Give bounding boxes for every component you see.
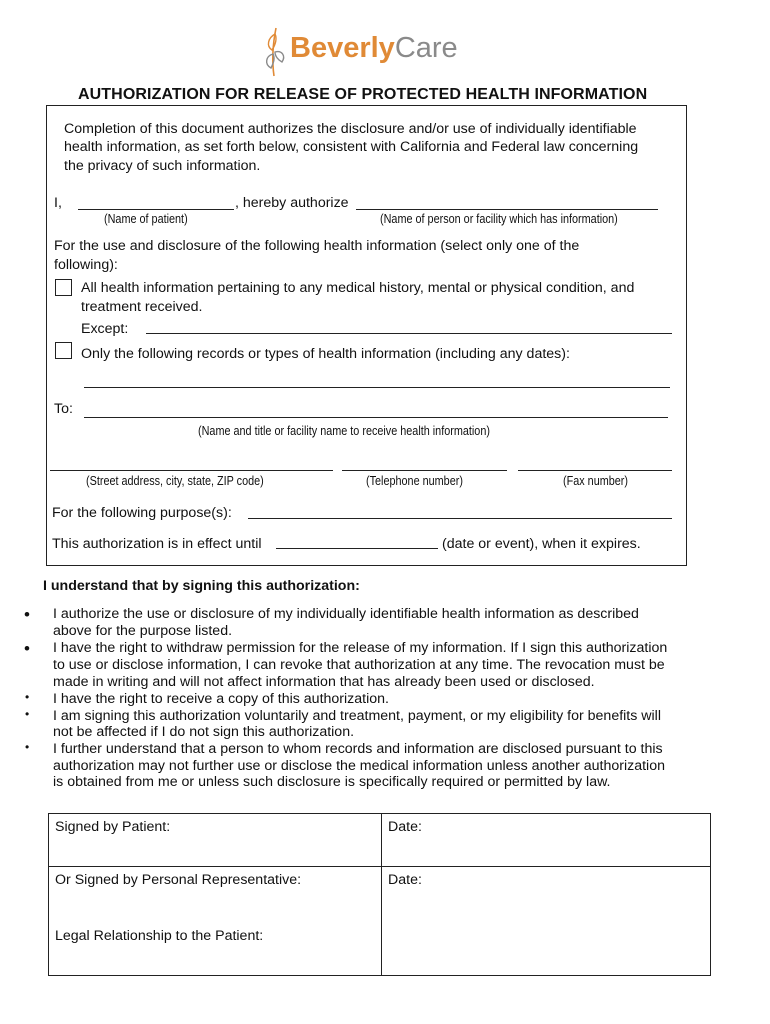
all-health-info-checkbox[interactable] bbox=[55, 279, 72, 296]
effective-suffix: (date or event), when it expires. bbox=[442, 536, 641, 552]
brand-part2: Care bbox=[394, 32, 458, 64]
signed-by-patient-label: Signed by Patient: bbox=[55, 819, 171, 835]
telephone-field[interactable] bbox=[342, 470, 507, 471]
bullet-2-line-2: to use or disclose information, I can revoke that authorization at any time. The revocation must be bbox=[53, 657, 665, 673]
bullet-3-line-1: I have the right to receive a copy of this authorization. bbox=[53, 691, 389, 707]
bullet-3-marker: • bbox=[25, 690, 30, 704]
intro-line-1: Completion of this document authorizes the disclosure and/or use of individually identifiable bbox=[64, 121, 637, 137]
date-label-1: Date: bbox=[388, 819, 422, 835]
effective-prefix: This authorization is in effect until bbox=[52, 536, 262, 552]
date-label-2: Date: bbox=[388, 872, 422, 888]
bullet-2-marker: • bbox=[24, 639, 30, 658]
phone-caption: (Telephone number) bbox=[366, 474, 463, 488]
bullet-5-line-1: I further understand that a person to whom records and information are disclosed pursuant to this bbox=[53, 741, 663, 757]
document-title: AUTHORIZATION FOR RELEASE OF PROTECTED HEALTH INFORMATION bbox=[78, 86, 648, 103]
bullet-4-marker: • bbox=[25, 707, 30, 721]
to-label: To: bbox=[54, 401, 73, 417]
signed-by-rep-label: Or Signed by Personal Representative: bbox=[55, 872, 302, 888]
intro-line-2: health information, as set forth below, consistent with California and Federal law concerning bbox=[64, 139, 639, 155]
brand-logo bbox=[262, 22, 502, 78]
recipient-caption: (Name and title or facility name to receive health information) bbox=[198, 424, 490, 438]
facility-name-field[interactable] bbox=[356, 209, 658, 210]
authorize-prefix: I, bbox=[54, 195, 62, 211]
leaf-icon bbox=[262, 24, 288, 78]
bullet-2-line-3: made in writing and will not affect information that has already been used or disclosed. bbox=[53, 674, 595, 690]
bullet-4-line-1: I am signing this authorization voluntarily and treatment, payment, or my eligibility for benefits will bbox=[53, 708, 661, 724]
signature-table bbox=[48, 813, 711, 976]
signature-table-divider bbox=[381, 813, 382, 976]
recipient-field[interactable] bbox=[84, 417, 668, 418]
option2-label: Only the following records or types of health information (including any dates): bbox=[81, 346, 570, 362]
street-address-field[interactable] bbox=[50, 470, 333, 471]
specific-records-checkbox[interactable] bbox=[55, 342, 72, 359]
bullet-1-marker: • bbox=[24, 605, 30, 624]
records-field[interactable] bbox=[84, 387, 670, 388]
bullet-2-line-1: I have the right to withdraw permission for the release of my information. If I sign this authorization bbox=[53, 640, 668, 656]
authorize-mid: , hereby authorize bbox=[235, 195, 349, 211]
facility-caption: (Name of person or facility which has information) bbox=[380, 212, 618, 226]
use-disclosure-line-2: following): bbox=[54, 257, 118, 273]
intro-line-3: the privacy of such information. bbox=[64, 158, 261, 174]
fax-caption: (Fax number) bbox=[563, 474, 629, 488]
option1-line-1: All health information pertaining to any medical history, mental or physical condition, and bbox=[81, 280, 635, 296]
bullet-1-line-1: I authorize the use or disclosure of my individually identifiable health information as described bbox=[53, 606, 639, 622]
use-disclosure-line-1: For the use and disclosure of the following health information (select only one of the bbox=[54, 238, 580, 254]
bullet-1-line-2: above for the purpose listed. bbox=[53, 623, 233, 639]
brand-part1: Beverly bbox=[290, 32, 395, 64]
legal-relationship-label: Legal Relationship to the Patient: bbox=[55, 928, 264, 944]
street-caption: (Street address, city, state, ZIP code) bbox=[86, 474, 264, 488]
patient-caption: (Name of patient) bbox=[104, 212, 188, 226]
expiration-field[interactable] bbox=[276, 548, 438, 549]
option1-line-2: treatment received. bbox=[81, 299, 203, 315]
signature-table-row-divider bbox=[48, 866, 711, 867]
fax-field[interactable] bbox=[518, 470, 672, 471]
bullet-4-line-2: not be affected if I do not sign this authorization. bbox=[53, 724, 355, 740]
understand-heading: I understand that by signing this authorization: bbox=[43, 578, 360, 594]
bullet-5-line-3: is obtained from me or unless such disclosure is specifically required or permitted by law. bbox=[53, 774, 611, 790]
brand-name bbox=[290, 32, 458, 65]
except-field[interactable] bbox=[146, 333, 672, 334]
bullet-5-line-2: authorization may not further use or disclose the medical information unless another authorization bbox=[53, 758, 665, 774]
bullet-5-marker: • bbox=[25, 740, 30, 754]
purpose-field[interactable] bbox=[248, 518, 672, 519]
purpose-label: For the following purpose(s): bbox=[52, 505, 232, 521]
patient-name-field[interactable] bbox=[78, 209, 234, 210]
except-label: Except: bbox=[81, 321, 129, 337]
